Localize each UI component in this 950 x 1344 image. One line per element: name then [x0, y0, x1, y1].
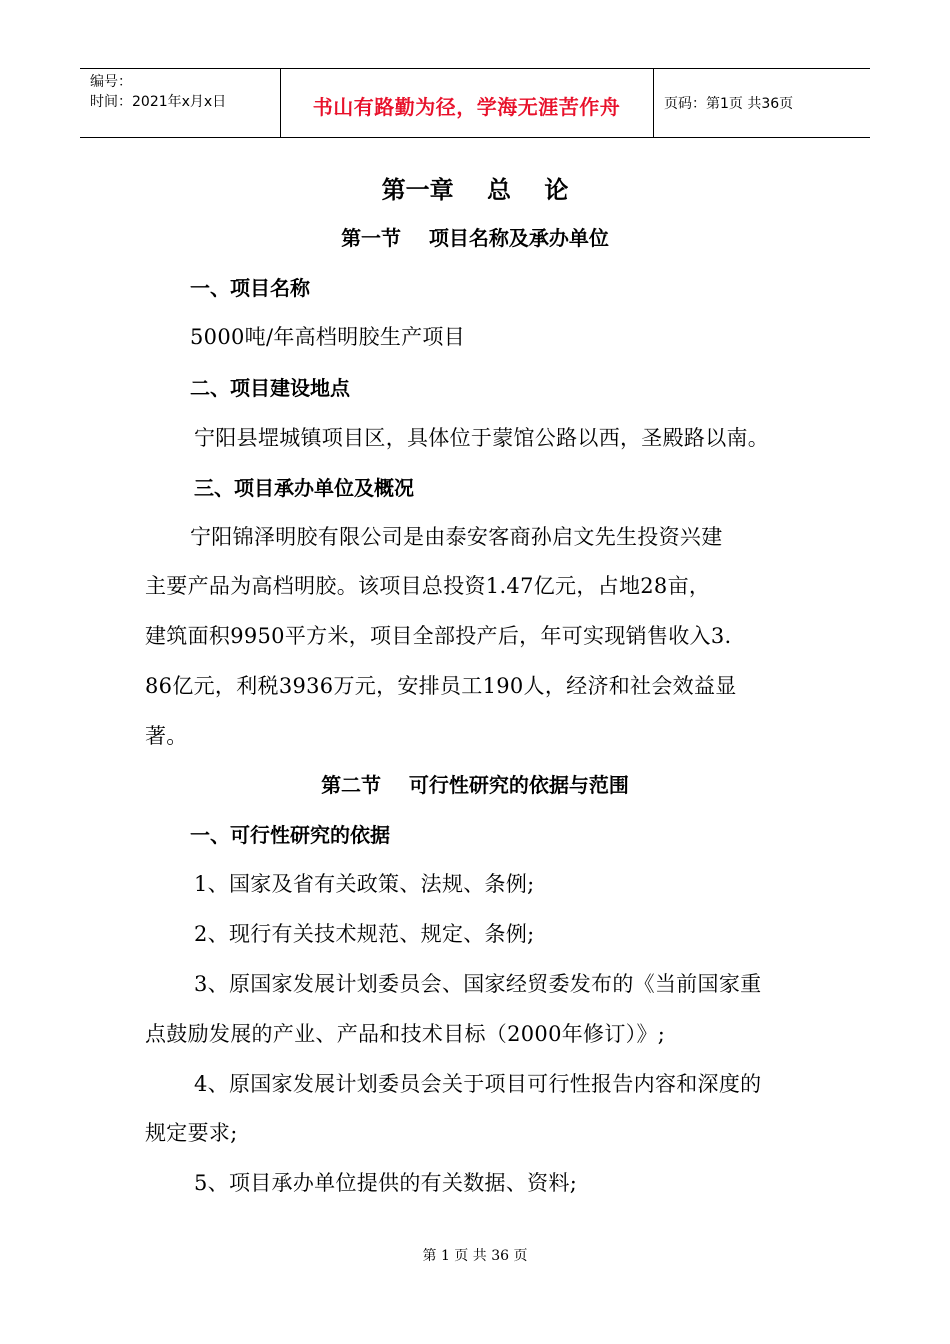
- project-name-text: 5000吨/年高档明胶生产项目: [190, 325, 466, 349]
- header-page-info: 页码：第1页 共36页: [664, 96, 794, 112]
- header-divider: [653, 69, 654, 137]
- chapter-title: 第一章 总 论: [381, 176, 569, 204]
- paragraph-line: 宁阳锦泽明胶有限公司是由泰安客商孙启文先生投资兴建: [190, 525, 723, 549]
- paragraph-line: 著。: [145, 724, 188, 748]
- paragraph-line: 86亿元，利税3936万元，安排员工190人，经济和社会效益显: [145, 674, 737, 698]
- project-location-text: 宁阳县堽城镇项目区，具体位于蒙馆公路以西，圣殿路以南。: [194, 426, 770, 450]
- section-title: 第二节 可行性研究的依据与范围: [321, 773, 629, 797]
- heading-project-location: 二、项目建设地点: [190, 376, 350, 400]
- document-number: 编号：: [90, 74, 132, 90]
- list-item: 3、原国家发展计划委员会、国家经贸委发布的《当前国家重: [194, 972, 762, 996]
- section-title: 第一节 项目名称及承办单位: [341, 226, 609, 250]
- heading-project-name: 一、项目名称: [190, 276, 310, 300]
- heading-project-unit: 三、项目承办单位及概况: [194, 476, 414, 500]
- paragraph-line: 建筑面积9950平方米，项目全部投产后，年可实现销售收入3.: [145, 624, 732, 648]
- page-footer: 第 1 页 共 36 页: [422, 1248, 528, 1264]
- document-time: 时间：2021年x月x日: [90, 94, 227, 110]
- page-header: [80, 68, 870, 138]
- list-item: 5、项目承办单位提供的有关数据、资料;: [194, 1171, 578, 1195]
- header-motto: 书山有路勤为径，学海无涯苦作舟: [312, 95, 621, 119]
- list-item: 2、现行有关技术规范、规定、条例;: [194, 922, 535, 946]
- list-item: 4、原国家发展计划委员会关于项目可行性报告内容和深度的: [194, 1072, 762, 1096]
- header-meta: [90, 72, 226, 112]
- list-item-continuation: 规定要求;: [145, 1121, 238, 1145]
- paragraph-line: 主要产品为高档明胶。该项目总投资1.47亿元，占地28亩，: [145, 574, 711, 598]
- list-item: 1、国家及省有关政策、法规、条例;: [194, 872, 535, 896]
- list-item-continuation: 点鼓励发展的产业、产品和技术目标（2000年修订）》;: [145, 1022, 666, 1046]
- heading-feasibility-basis: 一、可行性研究的依据: [190, 823, 390, 847]
